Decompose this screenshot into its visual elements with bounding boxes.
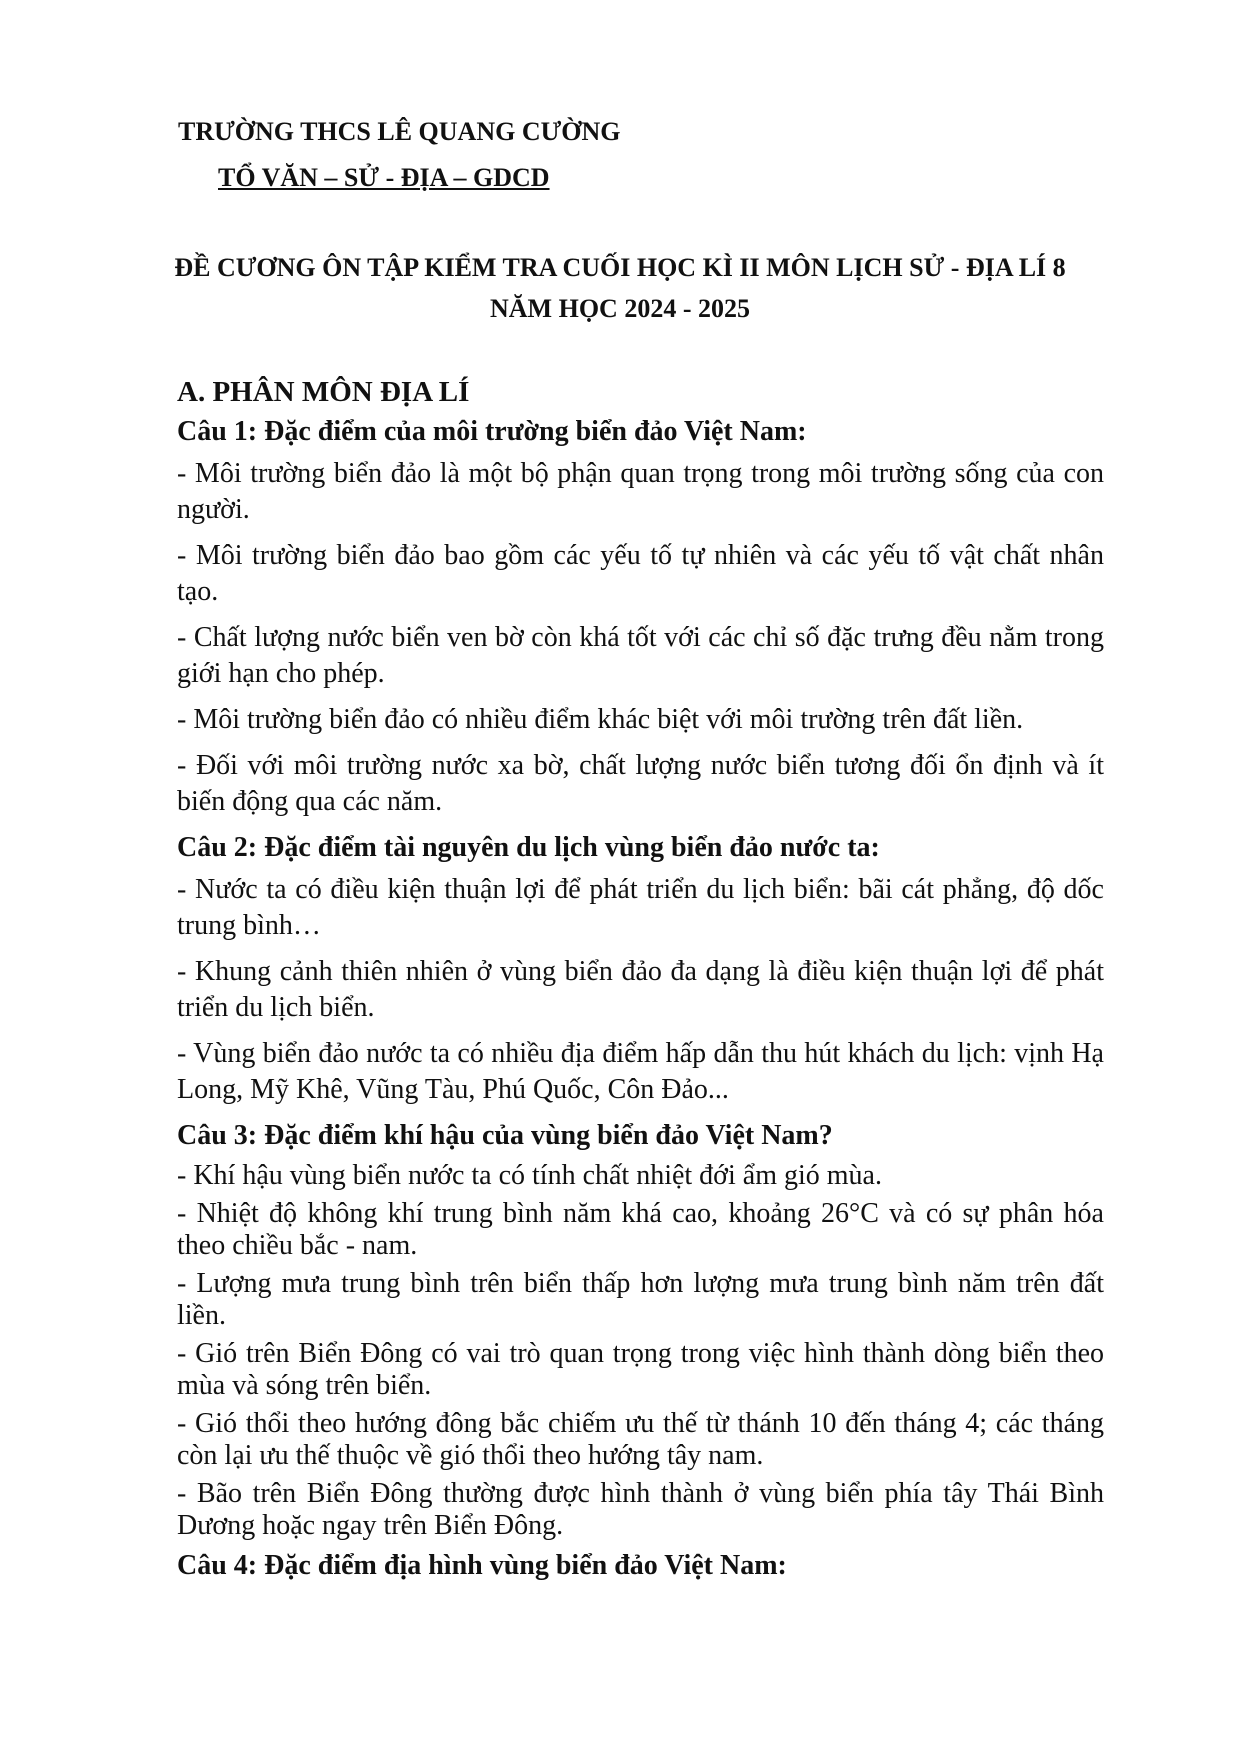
question-block <box>177 830 1104 1108</box>
answer-item: - Môi trường biển đảo là một bộ phận quan trọng trong môi trường sống của con người. <box>177 458 1104 525</box>
question-block <box>177 1548 1104 1584</box>
answer-item: - Khí hậu vùng biển nước ta có tính chất nhiệt đới ẩm gió mùa. <box>177 1160 882 1191</box>
answer-item: - Môi trường biển đảo có nhiều điểm khác biệt với môi trường trên đất liền. <box>177 704 1024 735</box>
answer-item: - Nhiệt độ không khí trung bình năm khá cao, khoảng 26°C và có sự phân hóa theo chiều bắc - nam. <box>177 1198 1104 1261</box>
document-title: ĐỀ CƯƠNG ÔN TẬP KIỂM TRA CUỐI HỌC KÌ II MÔN LỊCH SỬ - ĐỊA LÍ 8 <box>174 253 1066 282</box>
answer-item: - Môi trường biển đảo bao gồm các yếu tố tự nhiên và các yếu tố vật chất nhân tạo. <box>177 540 1104 607</box>
answer-item: - Khung cảnh thiên nhiên ở vùng biển đảo đa dạng là điều kiện thuận lợi để phát triển du lịch biển. <box>177 956 1104 1023</box>
school-year: NĂM HỌC 2024 - 2025 <box>490 294 750 323</box>
section-heading: A. PHÂN MÔN ĐỊA LÍ <box>177 376 470 408</box>
answer-item: - Bão trên Biển Đông thường được hình thành ở vùng biển phía tây Thái Bình Dương hoặc ngay trên Biển Đông. <box>177 1478 1104 1541</box>
answer-item: - Nước ta có điều kiện thuận lợi để phát triển du lịch biển: bãi cát phẳng, độ dốc trung bình… <box>177 874 1104 941</box>
question-block <box>177 414 1104 820</box>
question-title: Câu 2: Đặc điểm tài nguyên du lịch vùng biển đảo nước ta: <box>177 832 880 863</box>
answer-item: - Gió trên Biển Đông có vai trò quan trọng trong việc hình thành dòng biển theo mùa và sóng trên biển. <box>177 1338 1104 1401</box>
document-body <box>177 374 1104 1590</box>
answer-item: - Lượng mưa trung bình trên biển thấp hơn lượng mưa trung bình năm trên đất liền. <box>177 1268 1104 1331</box>
answer-item: - Vùng biển đảo nước ta có nhiều địa điểm hấp dẫn thu hút khách du lịch: vịnh Hạ Long, Mỹ Khê, Vũng Tàu, Phú Quốc, Côn Đảo... <box>177 1038 1104 1105</box>
question-title: Câu 3: Đặc điểm khí hậu của vùng biển đảo Việt Nam? <box>177 1120 833 1151</box>
question-title: Câu 4: Đặc điểm địa hình vùng biển đảo Việt Nam: <box>177 1550 787 1581</box>
answer-item: - Gió thổi theo hướng đông bắc chiếm ưu thế từ thánh 10 đến tháng 4; các tháng còn lại ưu thế thuộc về gió thổi theo hướng tây nam. <box>177 1408 1104 1471</box>
question-title: Câu 1: Đặc điểm của môi trường biển đảo Việt Nam: <box>177 416 807 447</box>
department-name: TỔ VĂN – SỬ - ĐỊA – GDCD <box>218 163 550 192</box>
answer-item: - Đối với môi trường nước xa bờ, chất lượng nước biển tương đối ổn định và ít biến động qua các năm. <box>177 750 1104 817</box>
school-name: TRƯỜNG THCS LÊ QUANG CƯỜNG <box>178 117 621 146</box>
question-block <box>177 1118 1104 1542</box>
answer-item: - Chất lượng nước biển ven bờ còn khá tốt với các chỉ số đặc trưng đều nằm trong giới hạn cho phép. <box>177 622 1104 689</box>
